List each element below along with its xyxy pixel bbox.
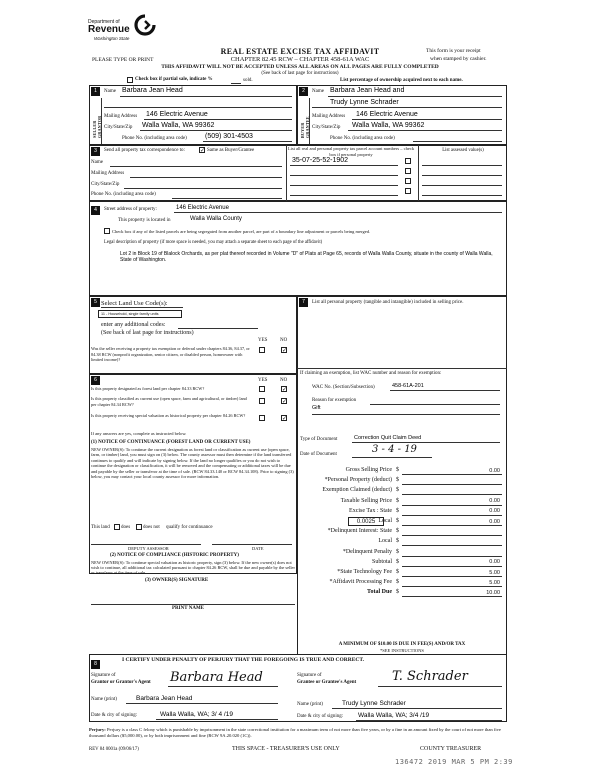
same-as-buyer-label: Same as Buyer/Grantee (207, 148, 255, 153)
form-title: REAL ESTATE EXCISE TAX AFFIDAVIT (220, 47, 380, 56)
fee-row-dollar: $ (396, 518, 399, 524)
receipt-note2: when stamped by cashier. (430, 56, 487, 62)
s3-name-label: Name (91, 160, 103, 165)
buyer-name-line1[interactable]: Barbara Jean Head and (330, 87, 405, 94)
fee-row-line (402, 494, 502, 495)
fee-row-label: Excise Tax : State (349, 507, 392, 514)
form-warning: THIS AFFIDAVIT WILL NOT BE ACCEPTED UNLESS ALL AREAS ON ALL PAGES ARE FULLY COMPLETED (161, 64, 439, 70)
section-8 (89, 654, 507, 722)
fee-row-label: *Personal Property (deduct) (324, 477, 392, 484)
section-4 (89, 201, 507, 296)
fee-row-dollar: $ (396, 579, 399, 586)
perjury-statement (89, 727, 509, 738)
s6-if-yes: If any answers are yes, complete as instructed below. (91, 431, 187, 436)
s5-no: NO (280, 338, 288, 343)
buyer-city-label: City/State/Zip (312, 125, 341, 130)
fee-row-dollar: $ (396, 467, 399, 473)
section-1-number: 1 (91, 87, 100, 96)
fee-row-line (402, 515, 502, 516)
buyer-mailing[interactable]: 146 Electric Avenue (356, 111, 418, 118)
fee-row-label: Local (378, 538, 392, 545)
treasurer-only: THIS SPACE - TREASURER'S USE ONLY (232, 746, 340, 752)
local-rate-box[interactable]: 0.0025 (348, 517, 384, 526)
send-correspondence-label: Send all property tax correspondence to: (104, 148, 185, 153)
grantee-sig-label-2: Grantee or Grantee's Agent (297, 680, 357, 685)
wac-label: WAC No. (Section/Subsection) (312, 385, 375, 390)
buyer-city[interactable]: Walla Walla, WA 99362 (352, 122, 425, 129)
s6-q3-no[interactable]: ✓ (282, 415, 288, 422)
grantee-sig-label-1: Signature of (297, 673, 322, 678)
land-does-not-label: does not (143, 525, 160, 530)
notice2-text: NEW OWNER(S): To continue special valuation as historic property, sign (3) below. If the new owner(s) does not wish to continue, all additional tax calculated pursuant to chapter 84.26 RCW, shall be due and payable by the seller or transferor at the time of sale. (91, 560, 295, 576)
fee-row-line (402, 525, 502, 526)
land-does-label: does (121, 525, 131, 530)
fee-row-dollar: $ (396, 589, 399, 596)
fee-row-label: *Affidavit Processing Fee (329, 579, 392, 586)
buyer-name-label: Name (312, 89, 324, 94)
s6-q2-no[interactable]: ✓ (282, 398, 288, 405)
fee-row-dollar: $ (396, 558, 399, 565)
section-6-number: 6 (91, 376, 100, 385)
personal-property-label: List all personal property (tangible and intangible) included in selling price. (312, 300, 464, 305)
dept-line2: Revenue (88, 24, 130, 35)
partial-sale-label: Check box if partial sale, indicate % (135, 77, 213, 82)
seller-city[interactable]: Walla Walla, WA 99362 (142, 122, 215, 129)
fee-row-value[interactable]: 0.00 (489, 559, 500, 566)
sold-label: sold. (243, 78, 253, 83)
grantor-date-city[interactable]: Walla Walla, WA; 3/ 4 /19 (160, 711, 233, 718)
fee-row-line (402, 484, 502, 485)
s6-q2-yes[interactable] (259, 398, 265, 404)
located-value[interactable]: Walla Walla County (190, 216, 242, 222)
see-back-header: (See back of last page for instructions) (261, 71, 339, 76)
reason-label: Reason for exemption (312, 398, 357, 403)
doc-date-value[interactable]: 3 - 4 - 19 (372, 444, 417, 455)
fee-row-dollar: $ (396, 487, 399, 494)
please-type: PLEASE TYPE OR PRINT (92, 57, 154, 63)
county-treasurer: COUNTY TREASURER (420, 746, 482, 752)
land-use-select[interactable]: 11 - Household, single family units (98, 310, 182, 318)
segregation-label: Check box if any of the listed parcels are being segregated from another parcel, are part of a boundary line adjustment or parcels being merged. (112, 229, 371, 234)
s5-exemption-no[interactable]: ✓ (282, 347, 288, 354)
notice2-title: (2) NOTICE OF COMPLIANCE (HISTORIC PROPERTY) (110, 553, 239, 558)
seller-mailing[interactable]: 146 Electric Avenue (146, 111, 208, 118)
fee-row-value[interactable]: 10.00 (486, 589, 500, 596)
fee-row-label: Local (378, 518, 392, 524)
parcel-4-personal-checkbox[interactable] (405, 188, 411, 194)
fee-row-value[interactable]: 0.00 (489, 508, 500, 515)
grantor-name-print[interactable]: Barbara Jean Head (136, 695, 193, 702)
grantor-date-label: Date & city of signing: (91, 713, 138, 718)
parcel-header: List all real and personal property tax parcel account numbers – check box if personal property (287, 146, 415, 157)
buyer-mailing-label: Mailing Address (312, 114, 346, 119)
section-4-number: 4 (91, 206, 100, 215)
fee-row-line (402, 586, 502, 587)
owner-signature-label: (3) OWNER(S) SIGNATURE (145, 578, 209, 583)
grantee-name-print-label: Name (print) (297, 702, 323, 707)
section-2-number: 2 (299, 87, 308, 96)
receipt-note1: This form is your receipt (426, 48, 481, 54)
s3-phone-label: Phone No. (including area code) (91, 192, 156, 197)
print-name-label: PRINT NAME (172, 606, 204, 611)
fee-row-value[interactable]: 5.00 (489, 579, 500, 586)
legal-description[interactable]: Lot 2 in Block 19 of Blalock Orchards, as per plat thereof recorded in Volume "D" of Plats at Page 65, records of Walla Walla County, situate in the county of Walla Walla, State of Washington. (120, 251, 493, 263)
seller-mailing-label: Mailing Address (104, 114, 138, 119)
seller-phone-label: Phone No. (including area code) (122, 136, 187, 141)
fee-row-label: Total Due (367, 589, 392, 596)
fee-row-label: *State Technology Fee (337, 569, 392, 575)
fee-row-label: *Delinquent Penalty (342, 548, 392, 555)
grantor-name-print-label: Name (print) (91, 697, 117, 702)
fee-row-dollar: $ (396, 507, 399, 514)
street-value[interactable]: 146 Electric Avenue (176, 205, 229, 211)
segregation-checkbox[interactable] (104, 228, 110, 234)
land-does-checkbox[interactable] (114, 524, 120, 530)
additional-codes-label: enter any additional codes: (101, 322, 166, 328)
s3-mailing-label: Mailing Address (91, 171, 125, 176)
land-use-label: Select Land Use Code(s): (101, 300, 168, 307)
fee-row-dollar: $ (396, 528, 399, 535)
s6-q2: Is this property classified as current use (open space, farm and agricultural, or timber) land per chapter 84.34 RCW? (91, 396, 247, 407)
s6-q3: Is this property receiving special valuation as historical property per chapter 84.26 RCW? (91, 413, 246, 418)
seller-side-label: SELLER GRANTOR (92, 115, 102, 138)
grantee-name-print[interactable]: Trudy Lynne Schrader (342, 700, 406, 707)
fee-row-line (402, 505, 502, 506)
form-chapter: CHAPTER 82.45 RCW – CHAPTER 458-61A WAC (230, 56, 370, 63)
see-back-s5: (See back of last page for instructions) (101, 330, 194, 336)
fee-row-line (402, 576, 502, 577)
seller-name-label: Name (104, 89, 116, 94)
fee-row-label: Taxable Selling Price (340, 497, 392, 504)
s6-yes: YES (258, 378, 268, 383)
fee-row-dollar: $ (396, 569, 399, 575)
fee-row-line (402, 535, 502, 536)
s6-no: NO (280, 378, 288, 383)
form-number: REV 84 0001a (09/06/17) (89, 747, 139, 752)
fee-row-line (402, 545, 502, 546)
s5-exemption-yes[interactable] (259, 347, 265, 353)
ownership-label: List percentage of ownership acquired next to each name. (340, 78, 463, 83)
dor-logo (86, 14, 156, 50)
section-7 (297, 296, 507, 654)
same-as-buyer-checkbox[interactable]: ✓ (200, 147, 206, 154)
street-label: Street address of property: (104, 207, 157, 212)
dept-line1: Department of (88, 19, 120, 25)
recording-stamp: 136472 2019 MAR 5 PM 2:39 (395, 758, 513, 766)
fee-row-value[interactable]: 0.00 (489, 498, 500, 505)
fee-row-dollar: $ (396, 538, 399, 545)
s5-yes: YES (258, 338, 268, 343)
qualify-label: qualify for continuance (166, 525, 213, 530)
section-3-number: 3 (91, 147, 100, 156)
s5-exemption-question: Was the seller receiving a property tax exemption or deferral under chapters 84.36, 84.37, or 84.38 RCW (nonprofit organization, senior citizen, or disabled person, homeowner with limited income)? (91, 346, 250, 362)
fee-row-dollar: $ (396, 497, 399, 504)
section-5-number: 5 (91, 298, 100, 307)
perjury-text: Perjury is a class C felony which is punishable by imprisonment in the state correctional institution for a maximum term of not more than five years, or by a fine in an amount fixed by the court of not more than five thousand dollars ($5,000.00), or by both imprisonment and fine (RCW 9A.20.020 (1C)). (89, 727, 501, 738)
s3-city-label: City/State/Zip (91, 182, 120, 187)
grantee-date-label: Date & city of signing: (297, 714, 344, 719)
parcel-3-personal-checkbox[interactable] (405, 178, 411, 184)
fee-row-dollar: $ (396, 548, 399, 555)
doc-date-label: Date of Document (300, 452, 337, 457)
deputy-date: DATE (252, 546, 264, 551)
grantor-sig-label-2: Grantor or Grantor's Agent (91, 680, 151, 685)
legal-label: Legal description of property (if more space is needed, you may attach a separate sheet to each page of the affidavit) (104, 240, 323, 245)
section-8-number: 8 (91, 660, 100, 669)
s6-q1-no[interactable]: ✓ (282, 386, 288, 393)
s6-q1-yes[interactable] (259, 386, 265, 392)
certify-text: I CERTIFY UNDER PENALTY OF PERJURY THAT THE FOREGOING IS TRUE AND CORRECT. (122, 657, 365, 663)
dept-line3: Washington State (94, 36, 130, 41)
fee-row-label: *Delinquent Interest: State (327, 528, 392, 535)
buyer-name-line2[interactable]: Trudy Lynne Schrader (330, 99, 399, 106)
parcel-1-personal-checkbox[interactable] (405, 158, 411, 164)
fee-row-line (402, 566, 502, 567)
see-instructions: *SEE INSTRUCTIONS (380, 648, 424, 653)
grantor-signature[interactable]: Barbara Head (170, 670, 263, 685)
minimum-due: A MINIMUM OF $10.00 IS DUE IN FEE(S) AND/OR TAX (338, 642, 466, 647)
seller-city-label: City/State/Zip (104, 125, 133, 130)
wac-value[interactable]: 458-61A-201 (392, 383, 424, 389)
fee-row-dollar: $ (396, 477, 399, 484)
grantee-signature[interactable]: T. Schrader (392, 669, 468, 684)
fee-row-value[interactable]: 0.00 (489, 518, 500, 525)
grantee-date-city[interactable]: Walla Walla, WA; 3/4 /19 (358, 712, 430, 719)
seller-name[interactable]: Barbara Jean Head (122, 87, 183, 94)
s6-q3-yes[interactable] (259, 415, 265, 421)
buyer-phone-label: Phone No. (including area code) (330, 136, 395, 141)
reason-value[interactable]: Gift (312, 405, 321, 411)
notice1-text: NEW OWNER(S): To continue the current designation as forest land or classification as current use (open space, farm, or timber) land, you must sign on (3) below. The county assessor must then determine if the land transferred continues to qualify and will indicate by signing below. If the land no longer qualifies or you do not wish to continue the designation or classification, it will be removed and the compensating or additional taxes will be due and payable by the seller or transferor at the time of sale. (RCW 84.33.140 or RCW 84.34.108). Prior to signing (3) below, you may contact your local county assessor for more information. (91, 447, 294, 480)
fee-row-label: Subtotal (371, 558, 392, 565)
assessed-header: List assessed value(s) (442, 148, 484, 153)
this-land-label: This land (91, 525, 110, 530)
located-label: This property is located in (118, 218, 171, 223)
buyer-side-label: BUYER GRANTEE (300, 116, 310, 138)
grantor-sig-label-1: Signature of (91, 673, 116, 678)
fee-row-line (402, 474, 502, 475)
fee-row-label: Exemption Claimed (deduct) (322, 487, 392, 494)
doc-type-label: Type of Document (300, 437, 338, 442)
fee-row-line (402, 596, 502, 597)
parcel-2-personal-checkbox[interactable] (405, 168, 411, 174)
fee-row-value[interactable]: 5.00 (489, 569, 500, 576)
notice1-title: (1) NOTICE OF CONTINUANCE (FOREST LAND OR CURRENT USE) (91, 440, 251, 445)
dor-logo-icon (134, 14, 156, 36)
doc-type-value[interactable]: Correction Quit Claim Deed (354, 435, 422, 441)
parcel-number-1[interactable]: 35-07-25-52-1902 (292, 157, 349, 164)
exemption-label: If claiming an exemption, list WAC number and reason for exemption: (300, 371, 442, 376)
deputy-assessor: DEPUTY ASSESSOR (128, 546, 169, 551)
s6-q1: Is this property designated as forest land per chapter 84.33 RCW? (91, 386, 205, 391)
seller-phone[interactable]: (509) 301-4503 (205, 133, 253, 140)
partial-sale-checkbox[interactable] (127, 77, 133, 83)
land-does-not-checkbox[interactable] (136, 524, 142, 530)
fee-row-label: Gross Selling Price (345, 467, 392, 473)
perjury-bold: Perjury: (89, 727, 106, 732)
section-7-number: 7 (299, 298, 308, 307)
fee-row-value[interactable]: 0.00 (489, 467, 500, 474)
fee-row-line (402, 556, 502, 557)
